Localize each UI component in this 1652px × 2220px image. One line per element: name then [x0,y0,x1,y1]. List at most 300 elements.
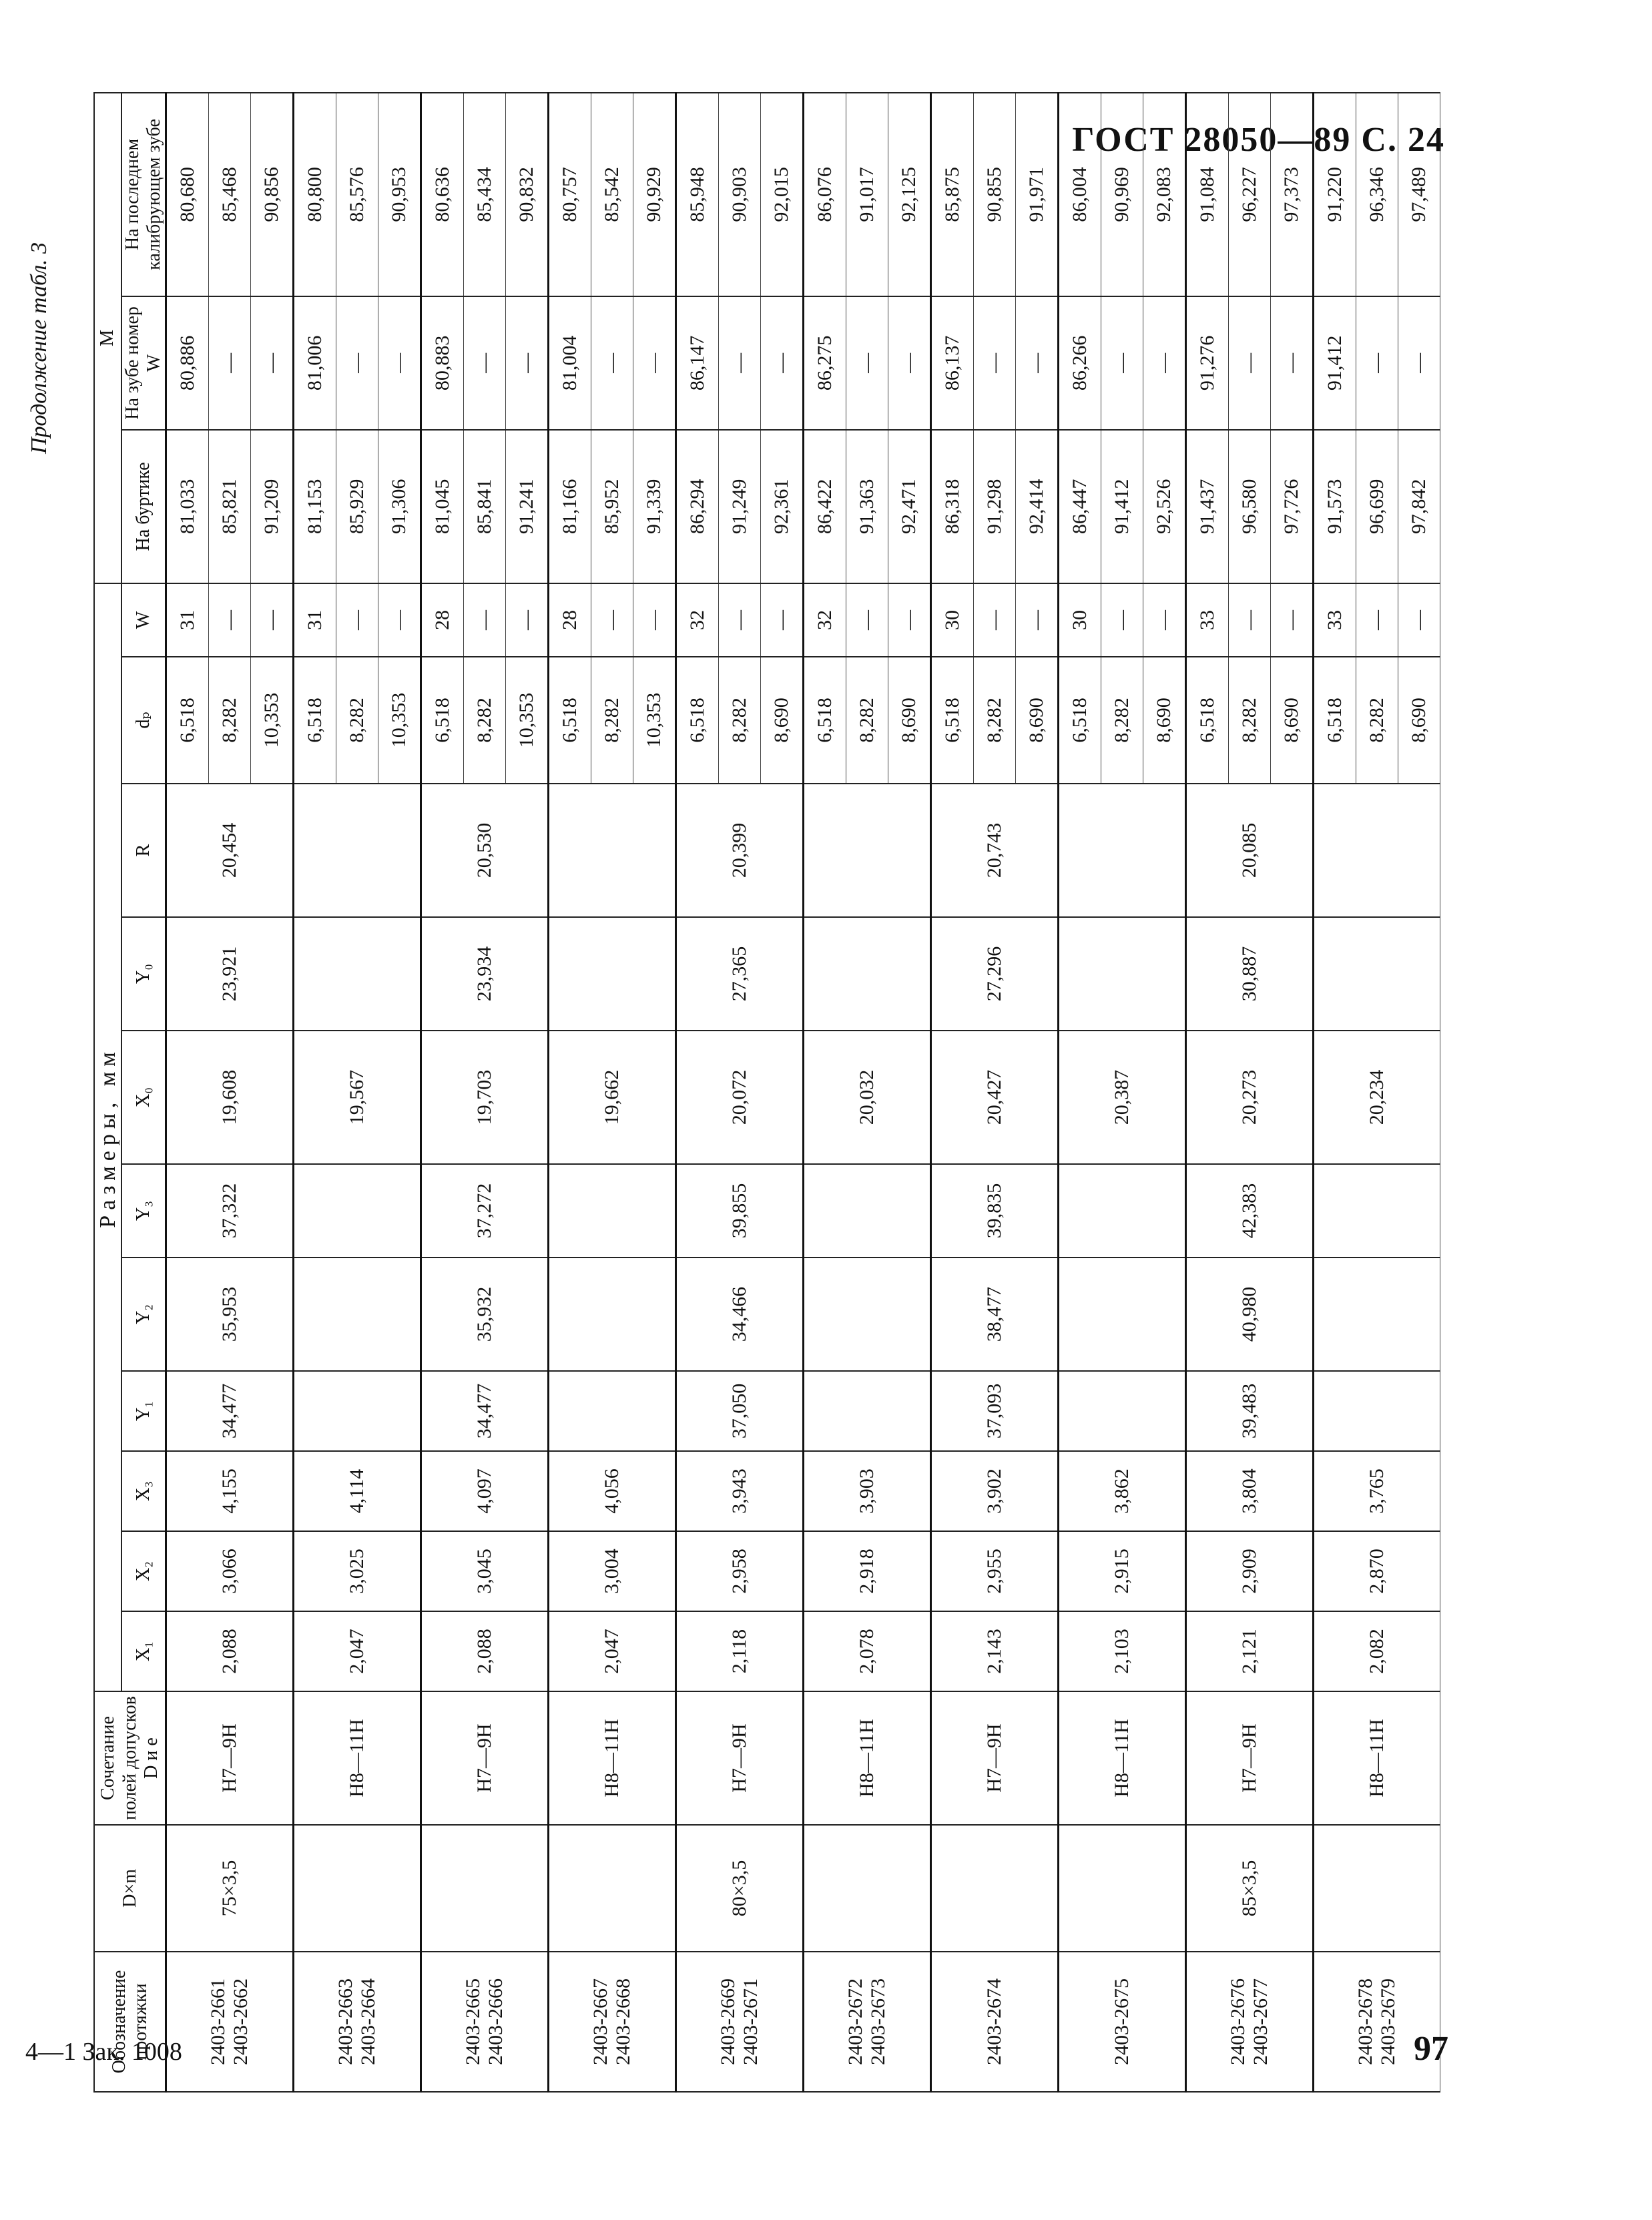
cell-dxm: 75×3,5 [166,1825,294,1952]
cell-m3: 90,969 [1101,93,1143,296]
cell-x0: 20,072 [676,1031,804,1164]
cell-y3: 39,855 [676,1164,804,1258]
cell-dp: 6,518 [931,657,974,784]
cell-w: 31 [166,583,209,657]
cell-x2: 2,870 [1314,1531,1440,1611]
cell-w: — [974,583,1016,657]
cell-dxm: 80×3,5 [676,1825,804,1952]
table-body [166,93,1440,2092]
cell-x3: 3,943 [676,1451,804,1531]
cell-m3: 91,971 [1016,93,1059,296]
cell-m2: — [464,296,506,430]
cell-m2: — [378,296,421,430]
cell-x1: 2,118 [676,1611,804,1691]
cell-y3 [549,1164,676,1258]
cell-m3: 85,948 [676,93,719,296]
cell-y3 [804,1164,931,1258]
cell-tol: H8—11H [294,1691,421,1825]
cell-m2: — [633,296,676,430]
cell-m2: — [1398,296,1440,430]
cell-y3 [1314,1164,1440,1258]
cell-x3: 4,056 [549,1451,676,1531]
table-row [676,93,719,2092]
cell-m2: — [846,296,888,430]
cell-dp: 6,518 [804,657,846,784]
col-x1: X₁ [121,1611,166,1691]
cell-x3: 3,804 [1186,1451,1314,1531]
col-dp: dₚ [121,657,166,784]
col-y2: Y₂ [121,1258,166,1371]
cell-w: 30 [931,583,974,657]
cell-m1: 91,241 [506,430,549,583]
cell-m3: 90,855 [974,93,1016,296]
cell-x0: 20,427 [931,1031,1059,1164]
cell-w: — [1101,583,1143,657]
cell-dp: 6,518 [166,657,209,784]
cell-x1: 2,047 [294,1611,421,1691]
cell-x2: 2,915 [1059,1531,1186,1611]
cell-x0: 20,032 [804,1031,931,1164]
cell-w: — [761,583,804,657]
cell-w: — [1356,583,1398,657]
cell-x2: 2,918 [804,1531,931,1611]
cell-dp: 8,282 [464,657,506,784]
cell-w: — [506,583,549,657]
cell-dp: 8,282 [1101,657,1143,784]
cell-y0 [549,917,676,1031]
col-dxm: D×m [94,1825,166,1952]
cell-w: 33 [1314,583,1356,657]
cell-m2: 86,275 [804,296,846,430]
cell-m2: — [1016,296,1059,430]
cell-m3: 86,004 [1059,93,1101,296]
cell-m1: 97,726 [1271,430,1314,583]
cell-y3 [1059,1164,1186,1258]
cell-m1: 91,363 [846,430,888,583]
cell-tol: H8—11H [1059,1691,1186,1825]
cell-y1: 37,050 [676,1371,804,1451]
cell-m3: 90,953 [378,93,421,296]
cell-y2: 35,953 [166,1258,294,1371]
cell-m1: 81,033 [166,430,209,583]
cell-y2: 40,980 [1186,1258,1314,1371]
cell-x0: 19,608 [166,1031,294,1164]
cell-m2: 86,266 [1059,296,1101,430]
cell-m3: 80,680 [166,93,209,296]
cell-y0 [294,917,421,1031]
cell-dp: 8,690 [761,657,804,784]
cell-dp: 10,353 [251,657,294,784]
col-m-tooth-w: На зубе номер W [121,296,166,430]
cell-x1: 2,078 [804,1611,931,1691]
table-row [931,93,974,2092]
cell-m1: 81,153 [294,430,336,583]
cell-m1: 81,045 [421,430,464,583]
cell-x3: 3,902 [931,1451,1059,1531]
cell-r: 20,085 [1186,784,1314,917]
cell-x2: 2,958 [676,1531,804,1611]
cell-m1: 85,929 [336,430,378,583]
cell-dxm: 85×3,5 [1186,1825,1314,1952]
cell-x1: 2,121 [1186,1611,1314,1691]
cell-m3: 92,015 [761,93,804,296]
col-r: R [121,784,166,917]
cell-dp: 6,518 [1059,657,1101,784]
cell-y1 [549,1371,676,1451]
cell-x1: 2,088 [166,1611,294,1691]
cell-y3: 37,322 [166,1164,294,1258]
cell-m2: 80,883 [421,296,464,430]
cell-x2: 3,066 [166,1531,294,1611]
cell-x1: 2,143 [931,1611,1059,1691]
col-y1: Y₁ [121,1371,166,1451]
cell-dp: 10,353 [378,657,421,784]
cell-w: — [719,583,761,657]
cell-dxm [421,1825,549,1952]
cell-tol: H7—9H [421,1691,549,1825]
cell-x2: 3,025 [294,1531,421,1611]
cell-m3: 91,084 [1186,93,1229,296]
cell-y0: 23,934 [421,917,549,1031]
cell-m1: 86,294 [676,430,719,583]
cell-r: 20,743 [931,784,1059,917]
cell-dp: 8,282 [1356,657,1398,784]
cell-r [804,784,931,917]
cell-m3: 91,017 [846,93,888,296]
cell-w: — [209,583,251,657]
cell-dp: 8,690 [1271,657,1314,784]
cell-w: — [633,583,676,657]
cell-m2: — [1101,296,1143,430]
cell-m1: 92,361 [761,430,804,583]
cell-y3 [294,1164,421,1258]
cell-y1: 37,093 [931,1371,1059,1451]
cell-designation: 2403-2669 2403-2671 [676,1952,804,2092]
cell-m3: 85,468 [209,93,251,296]
cell-tol: H7—9H [166,1691,294,1825]
cell-m2: 86,147 [676,296,719,430]
cell-x2: 2,909 [1186,1531,1314,1611]
cell-w: — [888,583,931,657]
cell-y2 [1059,1258,1186,1371]
cell-m2: — [1356,296,1398,430]
cell-dp: 8,282 [591,657,633,784]
col-w: W [121,583,166,657]
cell-dp: 8,690 [1398,657,1440,784]
cell-dxm [549,1825,676,1952]
cell-m2: 80,886 [166,296,209,430]
cell-w: 28 [421,583,464,657]
cell-y0 [1314,917,1440,1031]
cell-m1: 91,573 [1314,430,1356,583]
cell-dp: 8,282 [209,657,251,784]
cell-w: — [591,583,633,657]
cell-y1 [1059,1371,1186,1451]
cell-y0: 27,296 [931,917,1059,1031]
rotated-table-container [93,93,1435,2093]
footer-order-number: 4—1 Зак. 1008 [25,2038,182,2066]
cell-m2: 91,412 [1314,296,1356,430]
cell-y1 [1314,1371,1440,1451]
cell-m1: 96,580 [1229,430,1271,583]
cell-m2: — [336,296,378,430]
cell-w: — [1143,583,1186,657]
document-header-title: ГОСТ 28050—89 С. 24 [1072,121,1445,159]
cell-m1: 91,209 [251,430,294,583]
table-row [421,93,464,2092]
cell-w: 30 [1059,583,1101,657]
cell-x0: 19,567 [294,1031,421,1164]
cell-designation: 2403-2663 2403-2664 [294,1952,421,2092]
cell-m1: 96,699 [1356,430,1398,583]
cell-designation: 2403-2661 2403-2662 [166,1952,294,2092]
table-row [294,93,336,2092]
cell-m1: 91,298 [974,430,1016,583]
cell-dp: 8,282 [1229,657,1271,784]
cell-w: — [251,583,294,657]
cell-m1: 92,526 [1143,430,1186,583]
cell-designation: 2403-2674 [931,1952,1059,2092]
cell-y0 [1059,917,1186,1031]
cell-x2: 2,955 [931,1531,1059,1611]
cell-m1: 81,166 [549,430,591,583]
cell-m1: 85,821 [209,430,251,583]
cell-m2: 81,004 [549,296,591,430]
cell-r [1314,784,1440,917]
cell-r: 20,399 [676,784,804,917]
cell-y2 [804,1258,931,1371]
cell-m3: 90,832 [506,93,549,296]
cell-m3: 97,373 [1271,93,1314,296]
table-row [549,93,591,2092]
cell-dxm [1059,1825,1186,1952]
cell-x2: 3,045 [421,1531,549,1611]
cell-m3: 80,757 [549,93,591,296]
col-tolerance: Сочетание полей допусков D и e [94,1691,166,1825]
cell-m3: 85,542 [591,93,633,296]
cell-m2: — [506,296,549,430]
cell-m1: 85,841 [464,430,506,583]
cell-y0 [804,917,931,1031]
col-y3: Y₃ [121,1164,166,1258]
cell-dxm [1314,1825,1440,1952]
cell-x3: 4,155 [166,1451,294,1531]
cell-m3: 80,636 [421,93,464,296]
cell-dp: 8,282 [846,657,888,784]
cell-dp: 6,518 [549,657,591,784]
cell-dp: 8,282 [336,657,378,784]
cell-y1 [294,1371,421,1451]
cell-y0: 23,921 [166,917,294,1031]
cell-w: — [846,583,888,657]
cell-w: 31 [294,583,336,657]
table-row [1059,93,1101,2092]
cell-m2: — [591,296,633,430]
cell-y3: 39,835 [931,1164,1059,1258]
cell-dp: 8,282 [719,657,761,784]
col-m-collar: На буртике [121,430,166,583]
cell-m1: 86,447 [1059,430,1101,583]
cell-m3: 86,076 [804,93,846,296]
cell-dp: 6,518 [676,657,719,784]
cell-tol: H8—11H [804,1691,931,1825]
cell-w: — [1016,583,1059,657]
cell-r: 20,530 [421,784,549,917]
table-continuation-label: Продолжение табл. 3 [27,242,51,454]
cell-m1: 86,422 [804,430,846,583]
cell-dp: 10,353 [633,657,676,784]
cell-m1: 91,249 [719,430,761,583]
cell-m2: — [1271,296,1314,430]
cell-m2: — [251,296,294,430]
col-x2: X₂ [121,1531,166,1611]
cell-m1: 86,318 [931,430,974,583]
cell-m2: — [888,296,931,430]
cell-w: — [464,583,506,657]
table-row [166,93,209,2092]
cell-m2: — [719,296,761,430]
cell-dp: 6,518 [1314,657,1356,784]
cell-m2: 86,137 [931,296,974,430]
cell-y2 [1314,1258,1440,1371]
cell-y2 [294,1258,421,1371]
cell-dxm [804,1825,931,1952]
cell-y2: 35,932 [421,1258,549,1371]
cell-dp: 6,518 [421,657,464,784]
cell-x1: 2,047 [549,1611,676,1691]
cell-r: 20,454 [166,784,294,917]
cell-m1: 97,842 [1398,430,1440,583]
cell-y1 [804,1371,931,1451]
cell-x3: 3,765 [1314,1451,1440,1531]
cell-y1: 39,483 [1186,1371,1314,1451]
cell-r [1059,784,1186,917]
col-m-last: На последнем калибрующем зубе [121,93,166,296]
cell-m2: — [1229,296,1271,430]
cell-designation: 2403-2665 2403-2666 [421,1952,549,2092]
cell-m2: 91,276 [1186,296,1229,430]
cell-m3: 85,434 [464,93,506,296]
cell-m1: 85,952 [591,430,633,583]
cell-x0: 20,387 [1059,1031,1186,1164]
cell-x3: 4,097 [421,1451,549,1531]
cell-w: — [1398,583,1440,657]
cell-m1: 91,306 [378,430,421,583]
cell-m3: 96,227 [1229,93,1271,296]
cell-m1: 91,437 [1186,430,1229,583]
cell-w: 32 [676,583,719,657]
cell-w: 28 [549,583,591,657]
col-y0: Y₀ [121,917,166,1031]
cell-x1: 2,088 [421,1611,549,1691]
cell-w: — [378,583,421,657]
cell-x3: 3,903 [804,1451,931,1531]
cell-m3: 92,083 [1143,93,1186,296]
cell-m2: — [761,296,804,430]
cell-m1: 92,414 [1016,430,1059,583]
cell-tol: H7—9H [1186,1691,1314,1825]
cell-w: — [1271,583,1314,657]
cell-tol: H7—9H [931,1691,1059,1825]
cell-designation: 2403-2678 2403-2679 [1314,1952,1440,2092]
cell-m3: 90,903 [719,93,761,296]
table-row [804,93,846,2092]
cell-x3: 4,114 [294,1451,421,1531]
cell-x1: 2,082 [1314,1611,1440,1691]
cell-m3: 80,800 [294,93,336,296]
cell-y0: 27,365 [676,917,804,1031]
cell-y2: 34,466 [676,1258,804,1371]
cell-x0: 20,273 [1186,1031,1314,1164]
cell-m3: 91,220 [1314,93,1356,296]
cell-dp: 8,690 [888,657,931,784]
col-group-sizes: Размеры, мм [94,583,121,1691]
cell-designation: 2403-2672 2403-2673 [804,1952,931,2092]
cell-m3: 85,875 [931,93,974,296]
cell-designation: 2403-2676 2403-2677 [1186,1952,1314,2092]
cell-y3: 42,383 [1186,1164,1314,1258]
cell-dp: 6,518 [294,657,336,784]
cell-dp: 8,282 [974,657,1016,784]
cell-y2 [549,1258,676,1371]
cell-dxm [931,1825,1059,1952]
col-designation: Обозначение протяжки [94,1952,166,2092]
col-x0: X₀ [121,1031,166,1164]
cell-m3: 90,856 [251,93,294,296]
cell-m2: — [1143,296,1186,430]
cell-dp: 8,690 [1143,657,1186,784]
cell-y2: 38,477 [931,1258,1059,1371]
cell-x1: 2,103 [1059,1611,1186,1691]
cell-w: — [336,583,378,657]
cell-x3: 3,862 [1059,1451,1186,1531]
cell-m3: 85,576 [336,93,378,296]
cell-m2: — [974,296,1016,430]
cell-tol: H7—9H [676,1691,804,1825]
col-x3: X₃ [121,1451,166,1531]
cell-designation: 2403-2667 2403-2668 [549,1952,676,2092]
cell-m1: 91,412 [1101,430,1143,583]
cell-tol: H8—11H [549,1691,676,1825]
table-row [1314,93,1356,2092]
cell-dp: 6,518 [1186,657,1229,784]
cell-m3: 90,929 [633,93,676,296]
cell-y0: 30,887 [1186,917,1314,1031]
cell-r [549,784,676,917]
cell-dp: 10,353 [506,657,549,784]
cell-m1: 91,339 [633,430,676,583]
col-group-m: M [94,93,121,583]
cell-m2: — [209,296,251,430]
cell-x0: 20,234 [1314,1031,1440,1164]
cell-y3: 37,272 [421,1164,549,1258]
cell-y1: 34,477 [421,1371,549,1451]
spec-table [93,92,1440,2093]
cell-dp: 8,690 [1016,657,1059,784]
cell-r [294,784,421,917]
cell-m3: 97,489 [1398,93,1440,296]
cell-x0: 19,662 [549,1031,676,1164]
cell-y1: 34,477 [166,1371,294,1451]
cell-x2: 3,004 [549,1531,676,1611]
page-number: 97 [1414,2030,1448,2068]
cell-m3: 96,346 [1356,93,1398,296]
cell-tol: H8—11H [1314,1691,1440,1825]
cell-w: 33 [1186,583,1229,657]
cell-x0: 19,703 [421,1031,549,1164]
cell-w: 32 [804,583,846,657]
cell-m3: 92,125 [888,93,931,296]
